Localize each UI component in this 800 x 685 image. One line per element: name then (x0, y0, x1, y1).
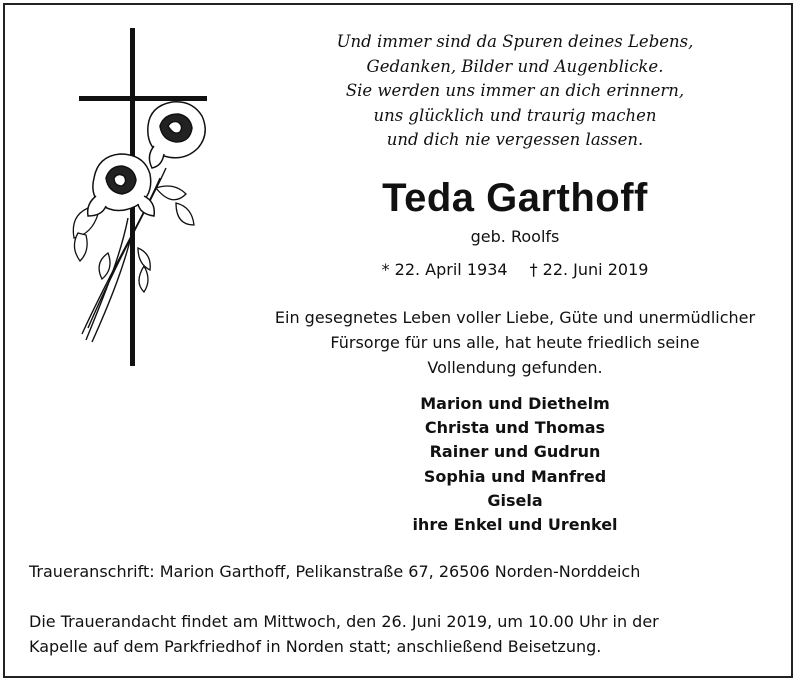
service-line: Die Trauerandacht findet am Mittwoch, den 26. Juni 2019, um 10.00 Uhr in der (29, 612, 659, 631)
tribute-line: Fürsorge für uns alle, hat heute friedlich seine (330, 333, 700, 352)
rose-icon (88, 154, 155, 216)
death-date: † 22. Juni 2019 (529, 260, 649, 279)
service-line: Kapelle auf dem Parkfriedhof in Norden statt; anschließend Beisetzung. (29, 637, 602, 656)
mourner-entry: Christa und Thomas (424, 418, 606, 438)
poem-line: uns glücklich und traurig machen (373, 105, 657, 125)
mourners-list (300, 392, 730, 537)
poem-line: und dich nie vergessen lassen. (386, 130, 644, 149)
tribute-text (240, 305, 790, 380)
life-dates (300, 259, 730, 281)
mourner-entry: Marion und Diethelm (420, 394, 610, 413)
poem-line: Und immer sind da Spuren deines Lebens, (336, 32, 694, 51)
tribute-line: Vollendung gefunden. (427, 358, 603, 377)
cross-with-roses-illustration (48, 28, 210, 368)
maiden-name: geb. Roolfs (470, 227, 560, 246)
mourner-entry: Gisela (487, 490, 543, 510)
rose-icon (148, 102, 205, 168)
poem-line: Gedanken, Bilder und Augenblicke. (366, 56, 664, 76)
mourner-entry: ihre Enkel und Urenkel (412, 515, 618, 535)
mourner-entry: Sophia und Manfred (423, 466, 607, 486)
poem-line: Sie werden uns immer an dich erinnern, (345, 81, 685, 100)
tribute-line: Ein gesegnetes Leben voller Liebe, Güte und unermüdlicher (274, 308, 756, 327)
service-details (29, 609, 659, 659)
deceased-name: Teda Garthoff (382, 176, 648, 220)
birth-date: * 22. April 1934 (381, 260, 508, 279)
mourner-entry: Rainer und Gudrun (429, 442, 601, 462)
memorial-poem (300, 30, 730, 153)
mourning-address: Traueranschrift: Marion Garthoff, Pelikanstraße 67, 26506 Norden-Norddeich (29, 562, 641, 581)
